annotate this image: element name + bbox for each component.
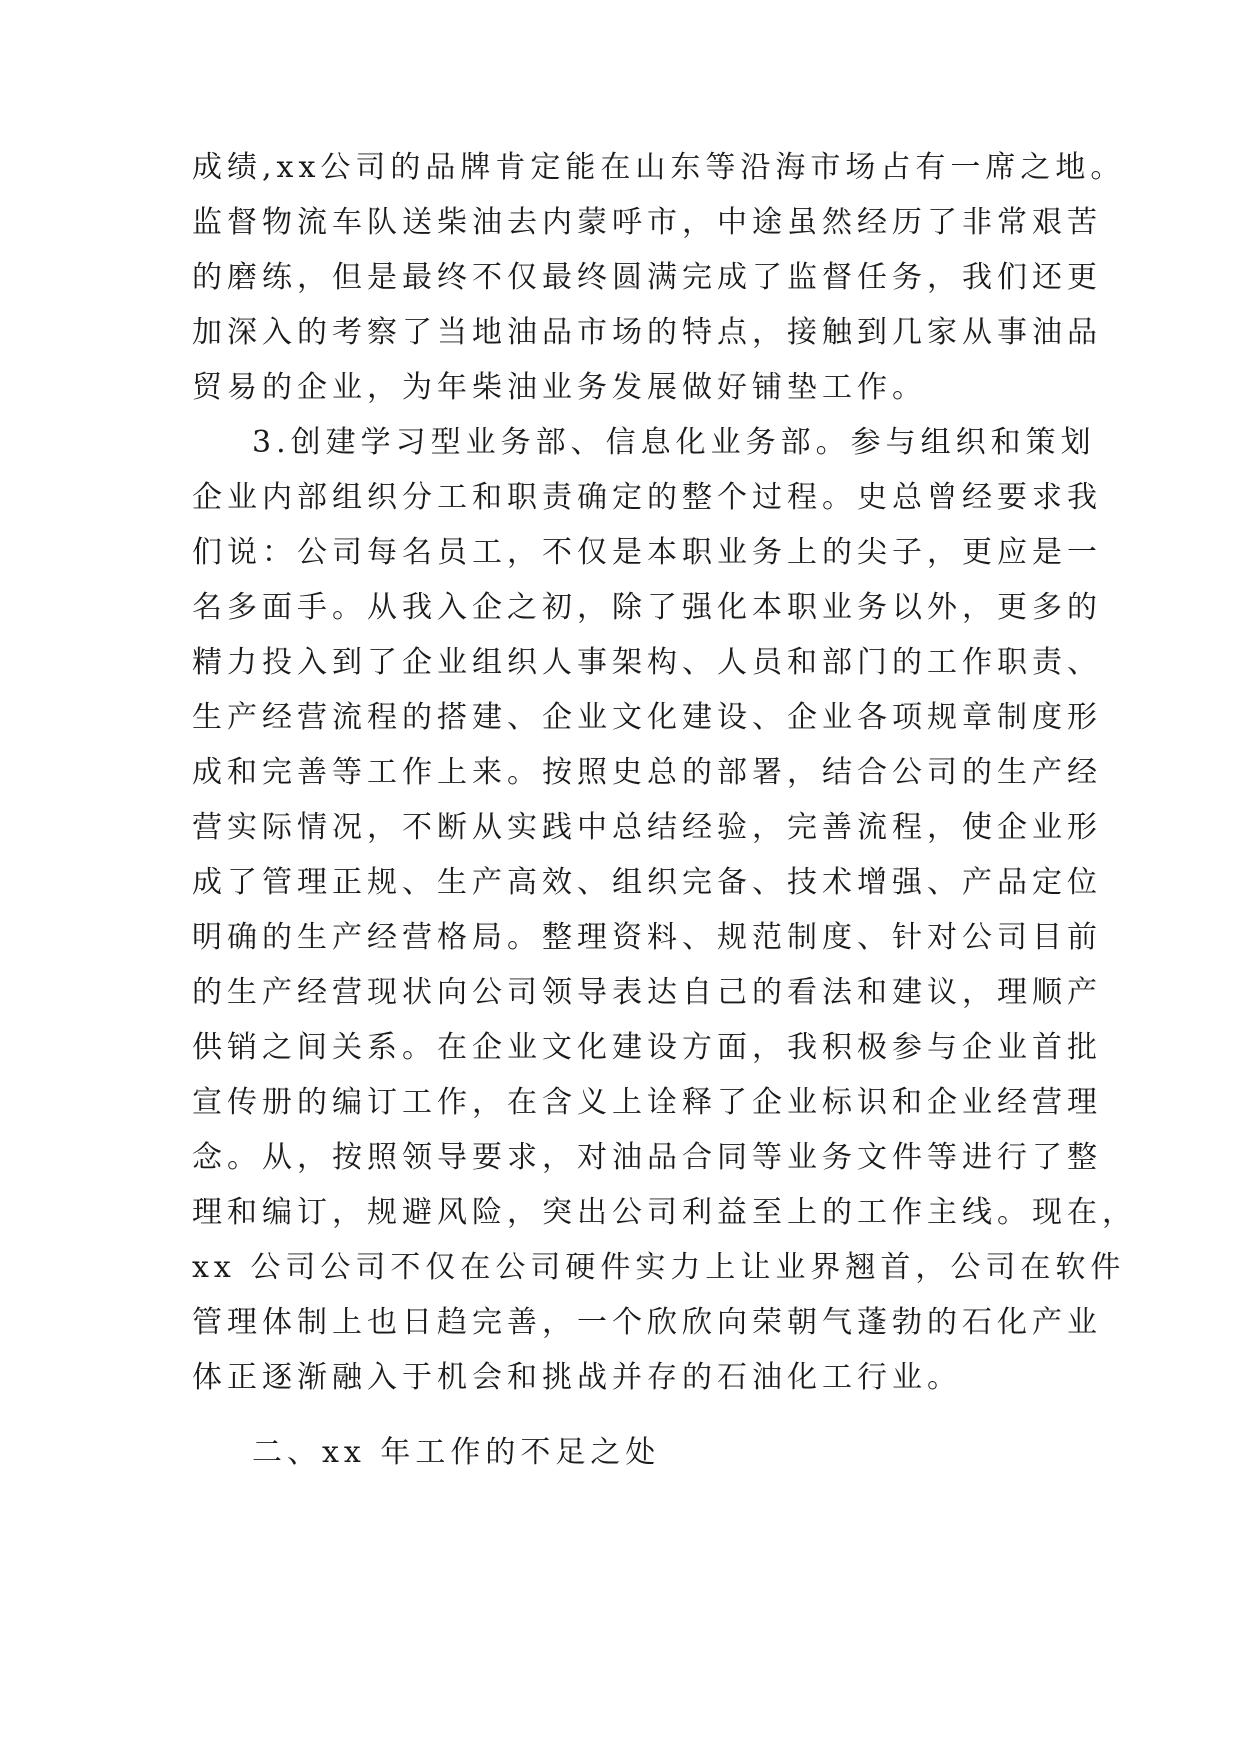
text-line: 宣传册的编订工作，在含义上诠释了企业标识和企业经营理 [192,1085,1102,1120]
text-line: 成绩,xx公司的品牌肯定能在山东等沿海市场占有一席之地。 [192,150,1126,185]
text-line: 的磨练，但是最终不仅最终圆满完成了监督任务，我们还更 [192,260,1102,295]
text-line: 名多面手。从我入企之初，除了强化本职业务以外，更多的 [192,590,1102,625]
text-line: 供销之间关系。在企业文化建设方面，我积极参与企业首批 [192,1030,1102,1065]
paragraph-start-line: 3.创建学习型业务部、信息化业务部。参与组织和策划 [252,425,1096,460]
text-line: 明确的生产经营格局。整理资料、规范制度、针对公司目前 [192,920,1102,955]
text-line: 理和编订，规避风险，突出公司利益至上的工作主线。现在， [192,1195,1137,1230]
text-line: 监督物流车队送柴油去内蒙呼市，中途虽然经历了非常艰苦 [192,205,1102,240]
text-line: 成和完善等工作上来。按照史总的部署，结合公司的生产经 [192,755,1102,790]
text-line: xx 公司公司不仅在公司硬件实力上让业界翘首，公司在软件 [192,1250,1126,1285]
text-line: 企业内部组织分工和职责确定的整个过程。史总曾经要求我 [192,480,1102,515]
text-line: 精力投入到了企业组织人事架构、人员和部门的工作职责、 [192,645,1102,680]
text-line: 们说：公司每名员工，不仅是本职业务上的尖子，更应是一 [192,535,1102,570]
text-line: 的生产经营现状向公司领导表达自己的看法和建议，理顺产 [192,975,1102,1010]
section-heading: 二、xx 年工作的不足之处 [252,1435,661,1470]
text-line: 体正逐渐融入于机会和挑战并存的石油化工行业。 [192,1360,962,1395]
text-line: 加深入的考察了当地油品市场的特点，接触到几家从事油品 [192,315,1102,350]
text-line: 管理体制上也日趋完善，一个欣欣向荣朝气蓬勃的石化产业 [192,1305,1102,1340]
text-line: 贸易的企业，为年柴油业务发展做好铺垫工作。 [192,370,927,405]
text-line: 成了管理正规、生产高效、组织完备、技术增强、产品定位 [192,865,1102,900]
text-line: 生产经营流程的搭建、企业文化建设、企业各项规章制度形 [192,700,1102,735]
text-line: 营实际情况，不断从实践中总结经验，完善流程，使企业形 [192,810,1102,845]
text-line: 念。从，按照领导要求，对油品合同等业务文件等进行了整 [192,1140,1102,1175]
